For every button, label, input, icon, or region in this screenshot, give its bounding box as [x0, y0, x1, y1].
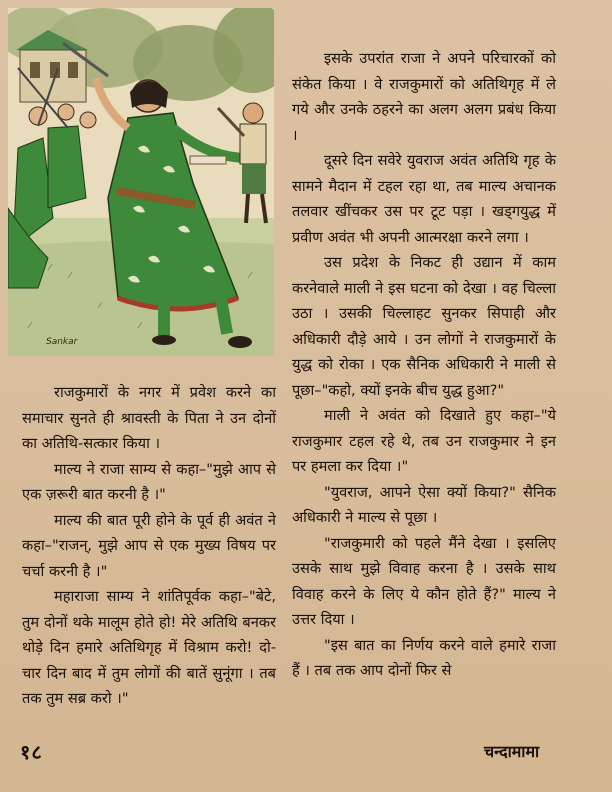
illustrator-signature: Sankar — [46, 337, 78, 347]
story-illustration — [8, 8, 274, 356]
paragraph: उस प्रदेश के निकट ही उद्यान में काम करनेवाले माली ने इस घटना को देखा । वह चिल्ला उठा । उसकी चिल्लाहट सुनकर सिपाही और अधिकारी दौड़े आये । उन लोगों ने राजकुमारों के युद्ध को रोका । एक सैनिक अधिकारी ने माली से पूछा–"कहो, क्यों इनके बीच युद्ध हुआ?" — [292, 254, 556, 399]
right-text-column — [292, 46, 556, 684]
paragraph: महाराजा साम्य ने शांतिपूर्वक कहा–"बेटे, तुम दोनों थके मालूम होते हो! मेरे अतिथि बनकर थोड़े दिन हमारे अतिथिगृह में विश्राम करो! दो-चार दिन बाद में तुम लोगों की बातें सुनूंगा । तब तक तुम सब्र करो ।" — [22, 588, 276, 707]
princes-sword-fight-illustration-icon — [8, 8, 274, 356]
magazine-title: चन्दामामा — [484, 742, 540, 761]
paragraph: माल्य ने राजा साम्य से कहा–"मुझे आप से एक ज़रूरी बात करनी है ।" — [22, 460, 276, 503]
paragraph: "इस बात का निर्णय करने वाले हमारे राजा हैं । तब तक आप दोनों फिर से — [292, 636, 556, 679]
paragraph: राजकुमारों के नगर में प्रवेश करने का समाचार सुनते ही श्रावस्ती के पिता ने उन दोनों का अतिथि-सत्कार किया । — [22, 384, 276, 452]
paragraph: इसके उपरांत राजा ने अपने परिचारकों को संकेत किया । वे राजकुमारों को अतिथिगृह में ले गये और उनके ठहरने का अलग अलग प्रबंध किया । — [292, 50, 556, 144]
paragraph: माली ने अवंत को दिखाते हुए कहा–"ये राजकुमार टहल रहे थे, तब उन राजकुमार ने इन पर हमला कर दिया ।" — [292, 407, 556, 475]
left-text-column — [22, 380, 276, 712]
paragraph: "युवराज, आपने ऐसा क्यों किया?" सैनिक अधिकारी ने माल्य से पूछा । — [292, 483, 556, 526]
page-number: १८ — [20, 740, 43, 764]
paragraph: "राजकुमारी को पहले मैंने देखा । इसलिए उसके साथ मुझे विवाह करना है । उसके साथ विवाह करने के लिए ये कौन होते हैं?" माल्य ने उत्तर दिया । — [292, 534, 556, 628]
paragraph: दूसरे दिन सवेरे युवराज अवंत अतिथि गृह के सामने मैदान में टहल रहा था, तब माल्य अचानक तलवार खींचकर उस पर टूट पड़ा । खड्गयुद्ध में प्रवीण अवंत भी अपनी आत्मरक्षा करने लगा । — [292, 152, 556, 246]
paragraph: माल्य की बात पूरी होने के पूर्व ही अवंत ने कहा–"राजन्, मुझे आप से एक मुख्य विषय पर चर्चा करनी है ।" — [22, 511, 276, 580]
